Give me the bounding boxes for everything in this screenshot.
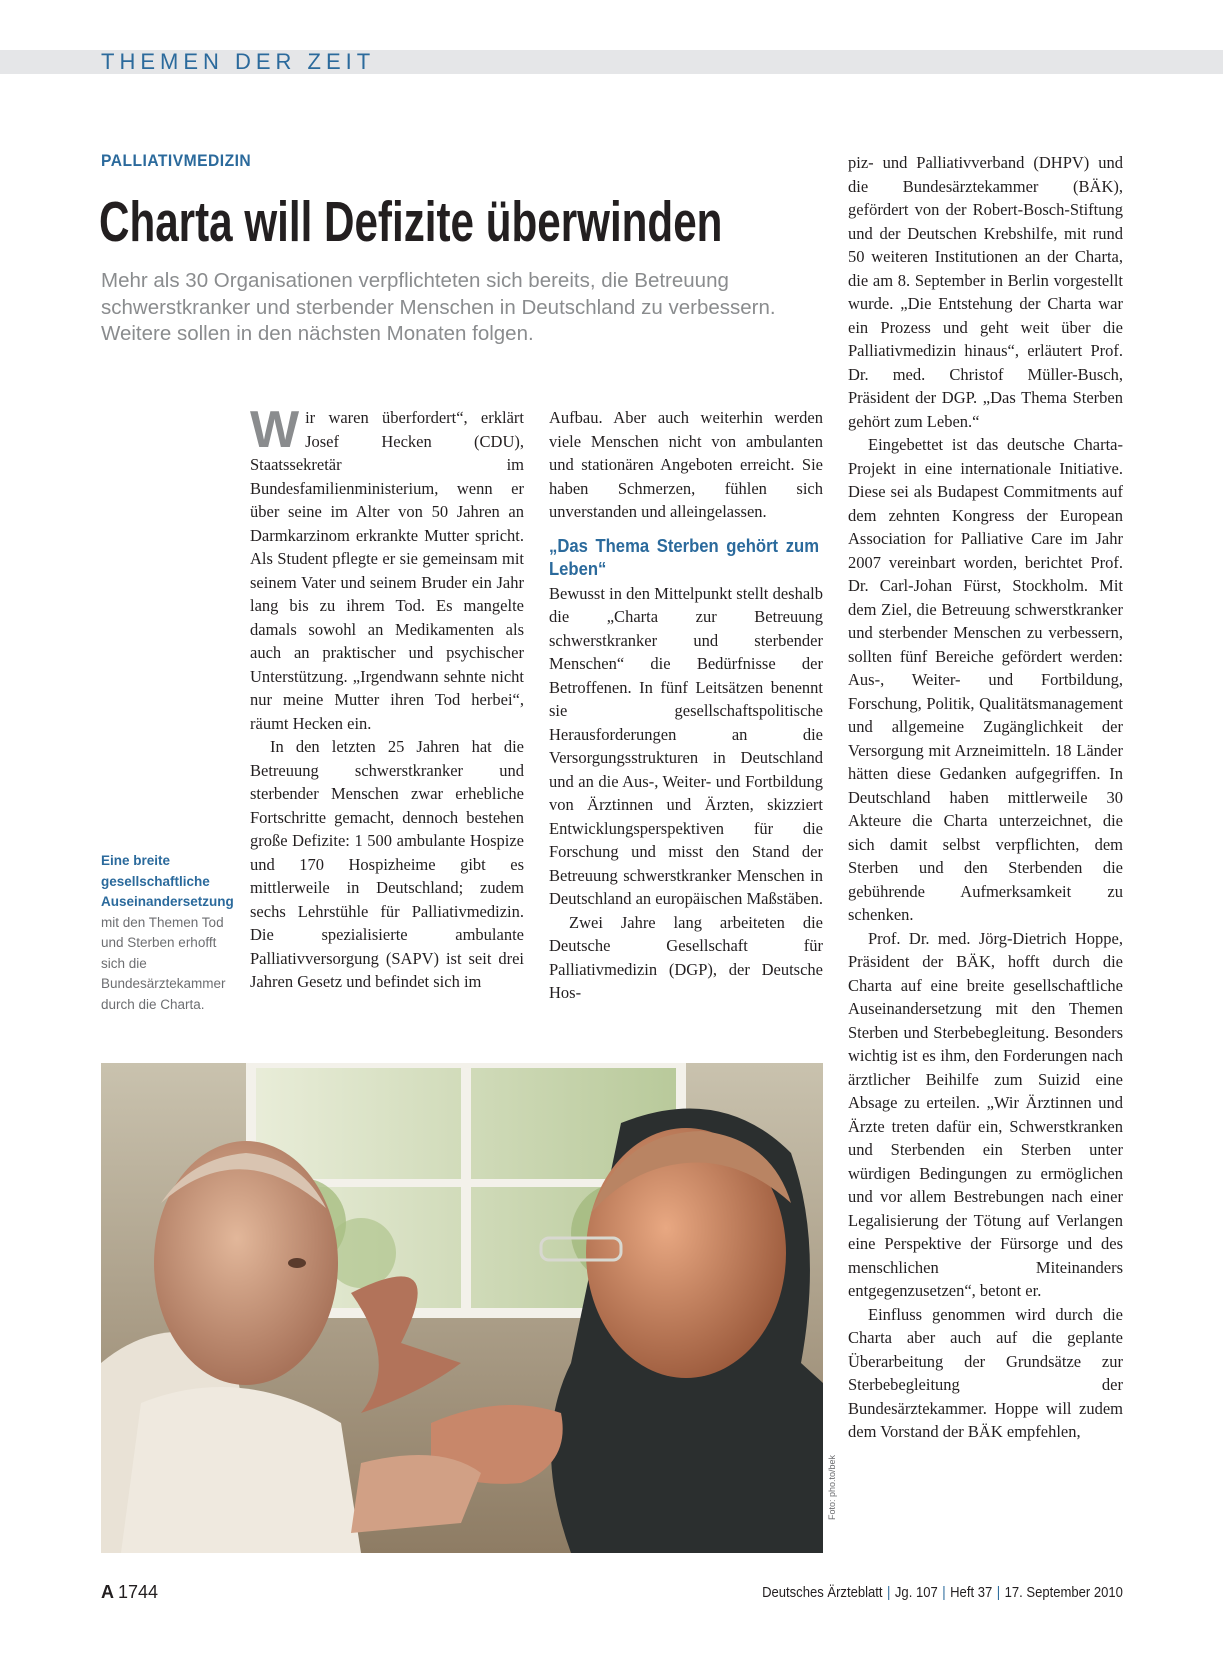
article-kicker: PALLIATIVMEDIZIN — [101, 151, 252, 170]
divider: | — [996, 1585, 1001, 1601]
paragraph: Aufbau. Aber auch weiterhin werden viele Menschen nicht von ambulanten und stationären Angeboten erreicht. Sie haben Schmerzen, fühlen sich unverstanden und alleingelassen. — [549, 408, 823, 521]
journal-info — [762, 1585, 1123, 1601]
journal-issue: Heft 37 — [950, 1585, 993, 1601]
photo-illustration — [101, 1063, 823, 1553]
paragraph: In den letzten 25 Jahren hat die Betreuung schwerstkranker und sterbender Menschen zwar erhebliche Fortschritte gemacht, dennoch bestehen große Defizite: 1 500 ambulante Hospize und 170 Hospizheime gibt es mittlerweile in Deutschland; zudem sechs Lehrstühle für Palliativmedizin. Die spezialisierte ambulante Palliativversorgung (SAPV) ist seit drei Jahren Gesetz und befindet sich im — [250, 737, 524, 991]
paragraph: Zwei Jahre lang arbeiteten die Deutsche Gesellschaft für Palliativmedizin (DGP), der Deutsche Hos- — [549, 912, 823, 1002]
paragraph: Bewusst in den Mittelpunkt stellt deshalb die „Charta zur Betreuung schwerstkranker und sterbender Menschen“ die Bedürfnisse der Betroffenen. In fünf Leitsätzen benennt sie gesellschaftspolitische Herausforderungen an die Versorgungsstrukturen in Deutschland und an die Aus-, Weiter- und Fortbildung von Ärztinnen und Ärzten, skizziert Entwicklungsperspektiven für die Forschung und misst den Stand der Betreuung schwerstkranker Menschen in Deutschland an europäischen Maßstäben. — [549, 583, 823, 908]
subheading: „Das Thema Sterben gehört zum Leben“ — [549, 534, 819, 579]
divider: | — [942, 1585, 946, 1601]
paragraph: piz- und Palliativverband (DHPV) und die Bundesärztekammer (BÄK), gefördert von der Robert-Bosch-Stiftung und der Deutschen Krebshilfe, mit rund 50 weiteren Institutionen an der Charta, die am 8. September in Berlin vorgestellt wurde. „Die Entstehung der Charta war ein Prozess und geht weit über die Palliativmedizin hinaus“, erläutert Prof. Dr. med. Christof Müller-Busch, Präsident der DGP. „Das Thema Sterben gehört zum Leben.“ — [848, 153, 1123, 431]
paragraph: Eingebettet ist das deutsche Charta-Projekt in eine internationale Initiative. Diese sei als Budapest Commitments auf dem zehnten Kongress der European Association for Palliative Care im Jahr 2007 vereinbart worden, berichtet Prof. Dr. Carl-Johan Fürst, Stockholm. Mit dem Ziel, die Betreuung schwerstkranker und sterbender Menschen zu verbessern, sollten fünf Bereiche gefördert werden: Aus-, Weiter- und Fortbildung, Forschung, Politik, Qualitätsmanagement und allgemeine Zugänglichkeit der Versorgung mit Arzneimitteln. 18 Länder hätten diese Gedanken aufgegriffen. In Deutschland haben mittlerweile 30 Akteure die Charta unterzeichnet, die sich damit selbst verpflichten, dem Sterben und den Sterbenden die gebührende Aufmerksamkeit zu schenken. — [848, 435, 1123, 924]
text-column-1 — [250, 401, 524, 994]
paragraph: Einfluss genommen wird durch die Charta aber auch auf die geplante Überarbeitung der Grundsätze zur Sterbebegleitung der Bundesärztekammer. Hoppe will zudem dem Vorstand der BÄK empfehlen, — [848, 1304, 1123, 1441]
journal-volume: Jg. 107 — [895, 1585, 938, 1601]
page-prefix: A — [101, 1582, 114, 1602]
page-number — [101, 1582, 158, 1603]
caption-bold: Eine breite gesellschaftliche Auseinandersetzung — [101, 853, 234, 909]
paragraph-text: ir waren überfordert“, erklärt Josef Hecken (CDU), Staatssekretär im Bundesfamilienministerium, wenn er über seine im Alter von 50 Jahren an Darmkarzinom erkrankte Mutter spricht. Als Student pflegte er sie gemeinsam mit seinem Vater und seinem Bruder ein Jahr lang bis zu ihrem Tod. Es mangelte damals sowohl an Medikamenten als auch an praktischer und psychischer Unterstützung. „Irgendwann sehnte nicht nur meine Mutter ihren Tod herbei“, räumt Hecken ein. — [250, 408, 524, 733]
article-title: Charta will Defizite überwinden — [99, 190, 723, 254]
text-column-2 — [549, 406, 823, 1005]
article-photo — [101, 1063, 823, 1553]
journal-name: Deutsches Ärzteblatt — [762, 1585, 883, 1601]
page-number-value: 1744 — [118, 1582, 159, 1602]
drop-cap: W — [250, 401, 300, 459]
photo-credit: Foto: pho.to/bek — [827, 1454, 837, 1520]
paragraph — [250, 401, 524, 735]
text-column-3 — [848, 151, 1123, 1444]
article-lead: Mehr als 30 Organisationen verpflichteten sich bereits, die Betreuung schwerstkranker und sterbender Menschen in Deutschland zu verbessern. Weitere sollen in den nächsten Monaten folgen. — [101, 269, 776, 345]
caption-text: mit den Themen Tod und Sterben erhofft sich die Bundesärztekammer durch die Charta. — [101, 914, 226, 1012]
journal-date: 17. September 2010 — [1004, 1585, 1123, 1601]
photo-caption — [101, 851, 234, 1015]
paragraph: Prof. Dr. med. Jörg-Dietrich Hoppe, Präsident der BÄK, hofft durch die Charta auf eine breite gesellschaftliche Auseinandersetzung mit den Themen Sterben und Sterbebegleitung. Besonders wichtig ist es ihm, den Forderungen nach ärztlicher Beihilfe zum Suizid eine Absage zu erteilen. „Wir Ärztinnen und Ärzte treten dafür ein, Schwerstkranken und Sterbenden ein Sterben unter würdigen Bedingungen zu ermöglichen und vor allem Bestrebungen nach einer Legalisierung der Tötung auf Verlangen eine Perspektive der Fürsorge und des menschlichen Miteinanders entgegenzusetzen“, betont er. — [848, 928, 1123, 1300]
section-label: THEMEN DER ZEIT — [101, 49, 376, 74]
divider: | — [887, 1585, 891, 1601]
